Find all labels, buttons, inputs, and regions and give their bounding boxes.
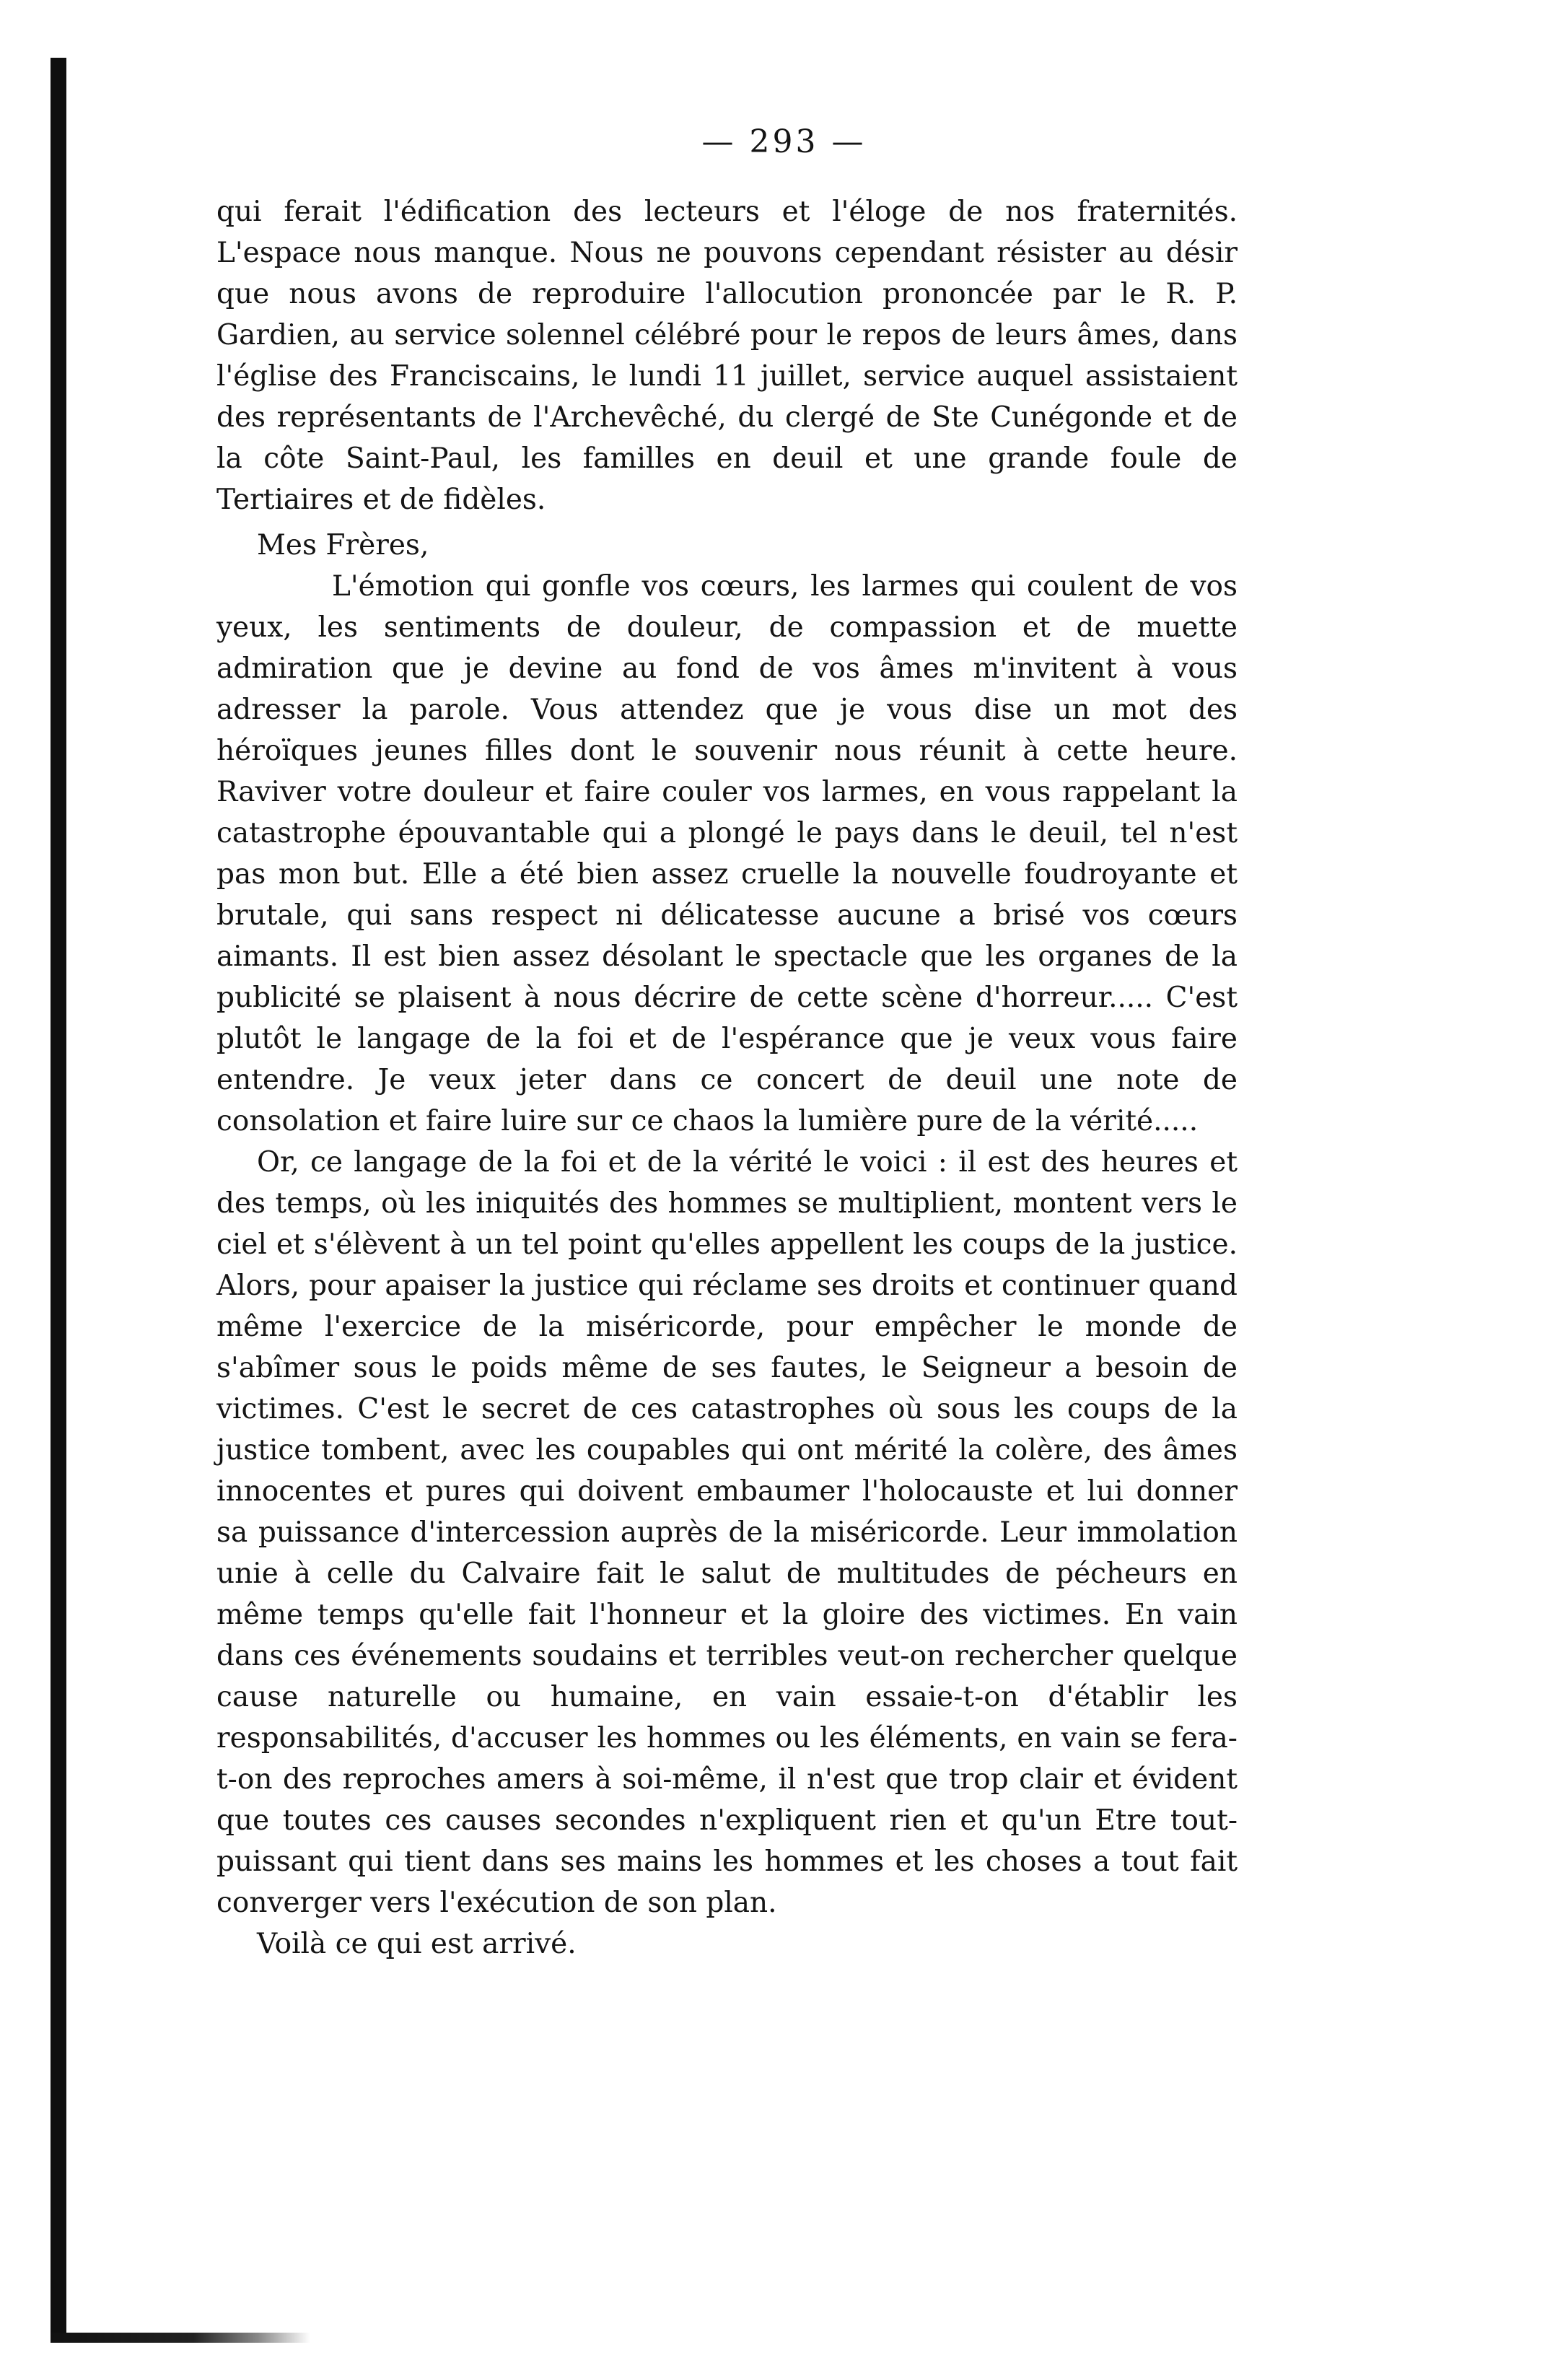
body-text xyxy=(216,191,1238,1965)
sermon-paragraph-2: Or, ce langage de la foi et de la vérité le voici : il est des heures et des temps, où les iniquités des hommes se multiplient, montent vers le ciel et s'élèvent à un tel point qu'elles appellent les coups de la justice. Alors, pour apaiser la justice qui réclame ses droits et continuer quand même l'exercice de la miséricorde, pour empêcher le monde de s'abîmer sous le poids même de ses fautes, le Seigneur a besoin de victimes. C'est le secret de ces catastrophes où sous les coups de la justice tombent, avec les coupables qui ont mérité la colère, des âmes innocentes et pures qui doivent embaumer l'holocauste et lui donner sa puissance d'intercession auprès de la miséricorde. Leur immolation unie à celle du Calvaire fait le salut de multitudes de pécheurs en même temps qu'elle fait l'honneur et la gloire des victimes. En vain dans ces événements soudains et terribles veut-on rechercher quelque cause naturelle ou humaine, en vain essaie-t-on d'établir les responsabilités, d'accuser les hommes ou les éléments, en vain se fera-t-on des reproches amers à soi-même, il n'est que trop clair et évident que toutes ces causes secondes n'expliquent rien et qu'un Etre tout-puissant qui tient dans ses mains les hommes et les choses a tout fait converger vers l'exécution de son plan. xyxy=(216,1146,1238,1919)
salutation: Mes Frères, xyxy=(257,529,429,562)
page-number: — 293 — xyxy=(701,123,867,160)
sermon-paragraph-1: L'émotion qui gonfle vos cœurs, les larmes qui coulent de vos yeux, les sentiments de douleur, de compassion et de muette admiration que je devine au fond de vos âmes m'invitent à vous adresser la parole. Vous attendez que je vous dise un mot des héroïques jeunes filles dont le souvenir nous réunit à cette heure. Raviver votre douleur et faire couler vos larmes, en vous rappelant la catastrophe épouvantable qui a plongé le pays dans le deuil, tel n'est pas mon but. Elle a été bien assez cruelle la nouvelle foudroyante et brutale, qui sans respect ni délicatesse aucune a brisé vos cœurs aimants. Il est bien assez désolant le spectacle que les organes de la publicité se plaisent à nous décrire de cette scène d'horreur..... C'est plutôt le langage de la foi et de l'espérance que je veux vous faire entendre. Je veux jeter dans ce concert de deuil une note de consolation et faire luire sur ce chaos la lumière pure de la vérité..... xyxy=(216,570,1238,1137)
closing-line: Voilà ce qui est arrivé. xyxy=(257,1928,577,1960)
intro-paragraph: qui ferait l'édification des lecteurs et l'éloge de nos fraternités. L'espace nous manque. Nous ne pouvons cependant résister au désir que nous avons de reproduire l'allocution prononcée par le R. P. Gardien, au service solennel célébré pour le repos de leurs âmes, dans l'église des Franciscains, le lundi 11 juillet, service auquel assistaient des représentants de l'Archevêché, du clergé de Ste Cunégonde et de la côte Saint-Paul, les familles en deuil et une grande foule de Tertiaires et de fidèles. xyxy=(216,196,1238,516)
binding-edge-shadow xyxy=(51,58,66,2338)
binding-foot-shadow xyxy=(51,2333,310,2343)
